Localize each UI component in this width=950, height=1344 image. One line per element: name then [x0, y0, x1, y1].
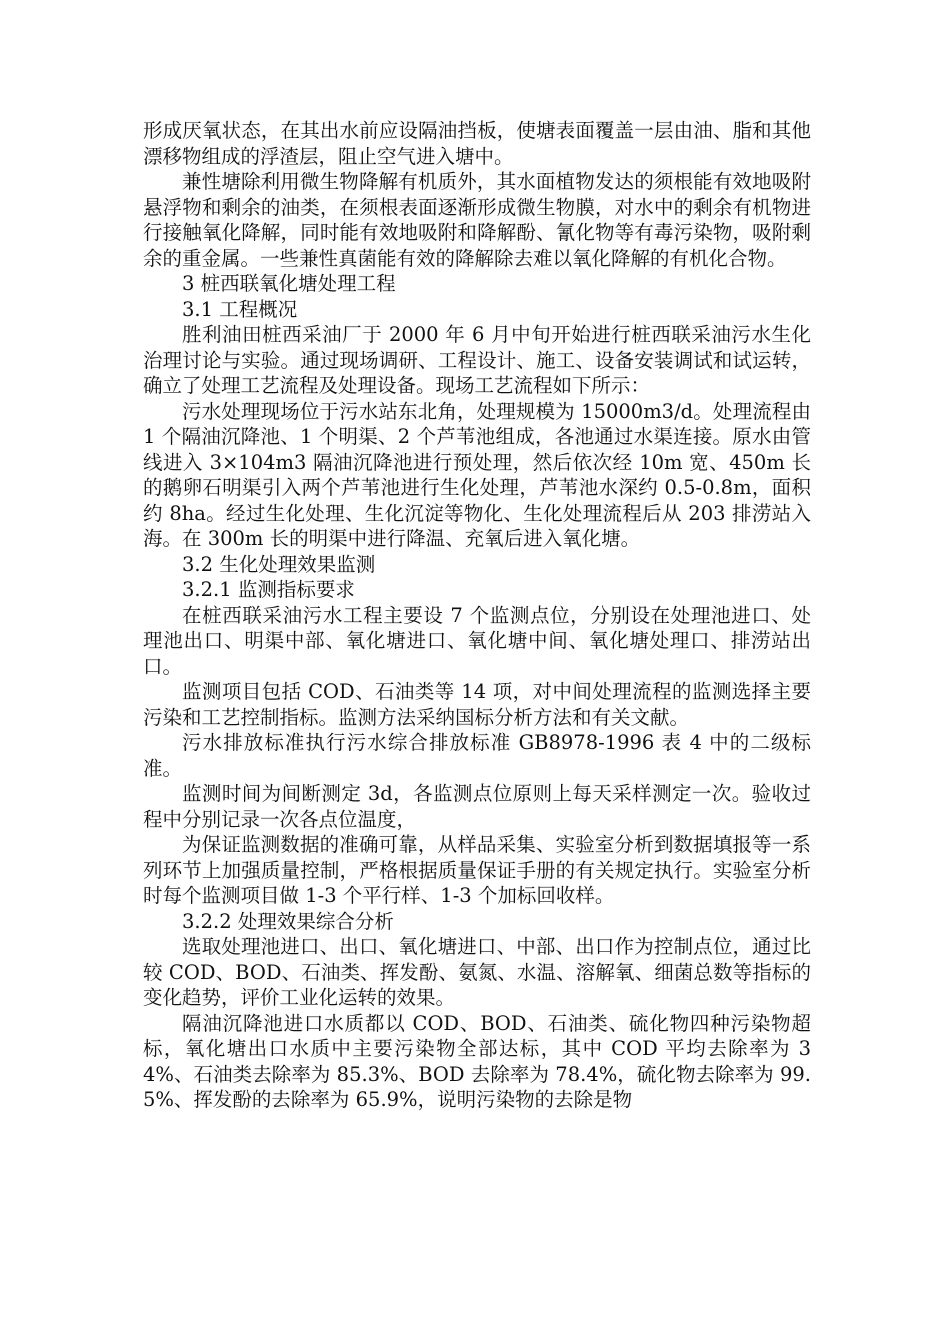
section-heading-3-1: 3.1 工程概况: [182, 297, 298, 321]
paragraph-quality-control: 为保证监测数据的准确可靠，从样品采集、实验室分析到数据填报等一系列环节上加强质量控制，严格根据质量保证手册的有关规定执行。实验室分析时每个监测项目做 1-3 个平行样、1-3 个加标回收样。: [143, 833, 811, 907]
paragraph-monitoring-points: 在桩西联采油污水工程主要设 7 个监测点位，分别设在处理池进口、处理池出口、明渠中部、氧化塘进口、氧化塘中间、氧化塘处理口、排涝站出口。: [143, 603, 811, 678]
section-heading-3-2-2: 3.2.2 处理效果综合分析: [182, 909, 394, 933]
paragraph-monitoring-time: 监测时间为间断测定 3d，各监测点位原则上每天采样测定一次。验收过程中分别记录一次各点位温度，: [143, 782, 811, 831]
paragraph-treatment-site: 污水处理现场位于污水站东北角，处理规模为 15000m3/d。处理流程由 1 个隔油沉降池、1 个明渠、2 个芦苇池组成，各池通过水渠连接。原水由管线进入 3×104m3 隔油沉降池进行预处理，然后依次经 10m 宽、450m 长的鹅卵石明渠引入两个芦苇池进行生化处理，芦苇池水深约 0.5-0.8m，面积约 8ha。经过生化处理、生化沉淀等物化、生化处理流程后从 203 排涝站入海。在 300m 长的明渠中进行降温、充氧后进入氧化塘。: [143, 399, 811, 550]
section-heading-3-2-1: 3.2.1 监测指标要求: [182, 578, 355, 601]
paragraph-discharge-standard: 污水排放标准执行污水综合排放标准 GB8978-1996 表 4 中的二级标准。: [143, 731, 811, 780]
paragraph-continuation: 形成厌氧状态，在其出水前应设隔油挡板，使塘表面覆盖一层由油、脂和其他漂移物组成的浮渣层，阻止空气进入塘中。: [143, 119, 811, 168]
paragraph-monitoring-items: 监测项目包括 COD、石油类等 14 项，对中间处理流程的监测选择主要污染和工艺控制指标。监测方法采纳国标分析方法和有关文献。: [143, 680, 811, 729]
paragraph-removal-rates: 隔油沉降池进口水质都以 COD、BOD、石油类、硫化物四种污染物超标，氧化塘出口水质中主要污染物全部达标，其中 COD 平均去除率为 34%、石油类去除率为 85.3%、BOD 去除率为 78.4%，硫化物去除率为 99.5%、挥发酚的去除率为 65.9%，说明污染物的去除是物: [143, 1011, 811, 1111]
paragraph-project-overview: 胜利油田桩西采油厂于 2000 年 6 月中旬开始进行桩西联采油污水生化治理讨论与实验。通过现场调研、工程设计、施工、设备安装调试和试运转，确立了处理工艺流程及处理设备。现场工艺流程如下所示：: [143, 323, 811, 397]
section-heading-3: 3 桩西联氧化塘处理工程: [182, 272, 396, 295]
document-page: [143, 118, 811, 1113]
paragraph-control-points: 选取处理池进口、出口、氧化塘进口、中部、出口作为控制点位，通过比较 COD、BOD、石油类、挥发酚、氨氮、水温、溶解氧、细菌总数等指标的变化趋势，评价工业化运转的效果。: [143, 935, 811, 1009]
section-heading-3-2: 3.2 生化处理效果监测: [182, 552, 376, 576]
paragraph-facultative-pond: 兼性塘除利用微生物降解有机质外，其水面植物发达的须根能有效地吸附悬浮物和剩余的油类，在须根表面逐渐形成微生物膜，对水中的剩余有机物进行接触氧化降解，同时能有效地吸附和降解酚、氰化物等有毒污染物，吸附剩余的重金属。一些兼性真菌能有效的降解除去难以氧化降解的有机化合物。: [143, 170, 811, 270]
